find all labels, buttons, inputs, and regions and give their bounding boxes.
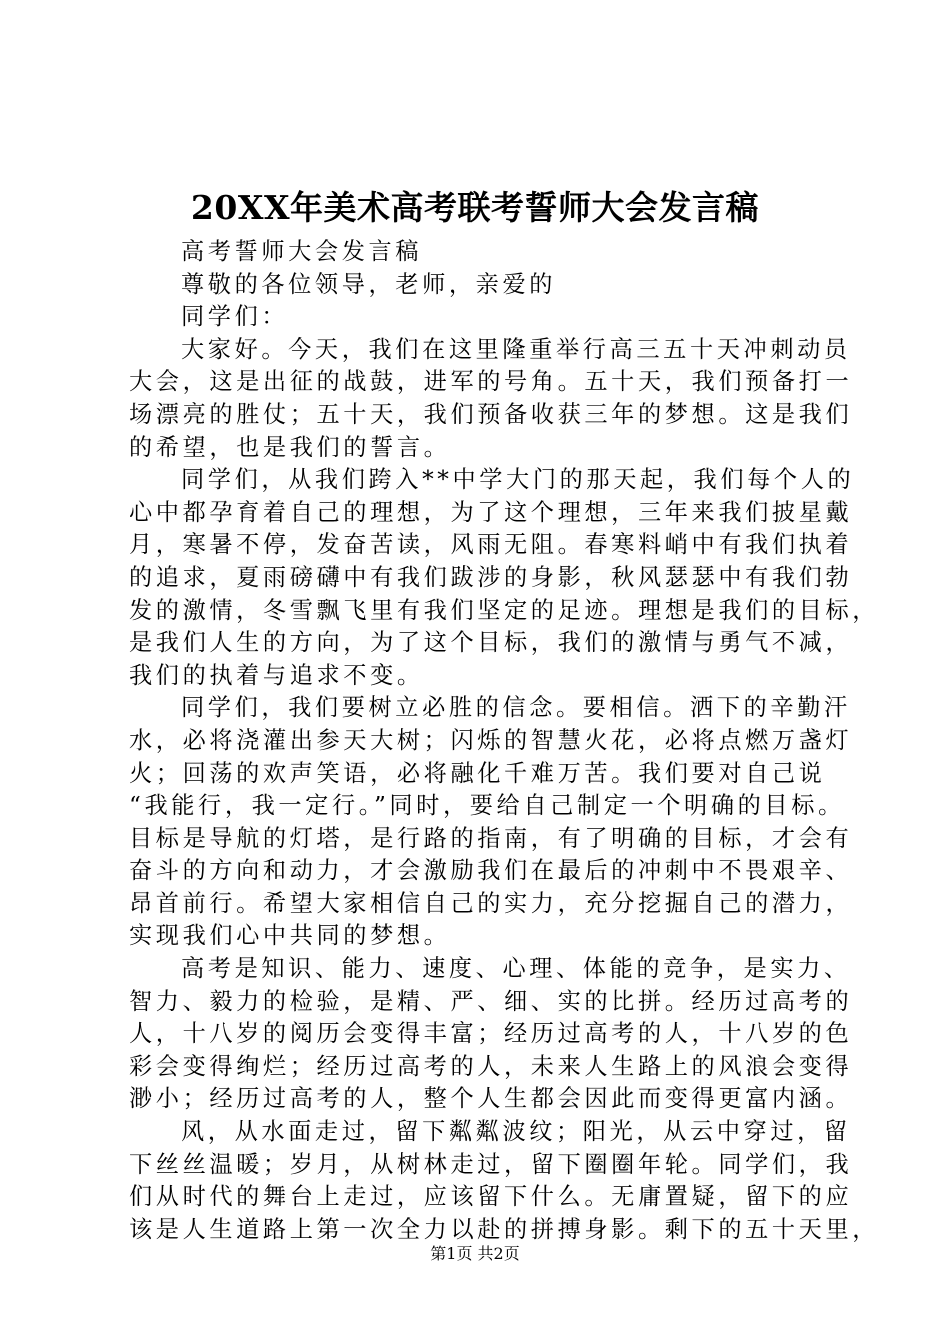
text-line: 的追求，夏雨磅礴中有我们跋涉的身影，秋风瑟瑟中有我们勃 xyxy=(129,563,853,591)
text-line: 同学们： xyxy=(181,303,289,331)
document-title: 20XX年美术高考联考誓师大会发言稿 xyxy=(190,188,760,227)
text-line: 们从时代的舞台上走过，应该留下什么。无庸置疑，留下的应 xyxy=(129,1183,853,1211)
text-line: “我能行，我一定行。”同时，要给自己制定一个明确的目标。 xyxy=(129,792,845,820)
text-line: 智力、毅力的检验，是精、严、细、实的比拼。经历过高考的 xyxy=(129,987,853,1015)
page-footer: 第1页 共2页 xyxy=(430,1244,520,1263)
text-line: 发的激情，冬雪飘飞里有我们坚定的足迹。理想是我们的目标， xyxy=(129,596,880,624)
text-line: 是我们人生的方向，为了这个目标，我们的激情与勇气不减， xyxy=(129,629,853,657)
text-line: 场漂亮的胜仗；五十天，我们预备收获三年的梦想。这是我们 xyxy=(129,400,853,428)
text-line: 高考是知识、能力、速度、心理、体能的竞争，是实力、 xyxy=(181,955,851,983)
text-line: 风，从水面走过，留下粼粼波纹；阳光，从云中穿过，留 xyxy=(181,1118,851,1146)
text-line: 下丝丝温暖；岁月，从树林走过，留下圈圈年轮。同学们，我 xyxy=(129,1150,853,1178)
text-line: 心中都孕育着自己的理想，为了这个理想，三年来我们披星戴 xyxy=(129,498,853,526)
text-line: 实现我们心中共同的梦想。 xyxy=(129,922,451,950)
text-line: 该是人生道路上第一次全力以赴的拼搏身影。剩下的五十天里， xyxy=(129,1215,880,1243)
text-line: 同学们，从我们跨入**中学大门的那天起，我们每个人的 xyxy=(181,466,855,494)
text-line: 同学们，我们要树立必胜的信念。要相信。洒下的辛勤汗 xyxy=(181,694,851,722)
text-line: 水，必将浇灌出参天大树；闪烁的智慧火花，必将点燃万盏灯 xyxy=(129,726,853,754)
text-line: 彩会变得绚烂；经历过高考的人，未来人生路上的风浪会变得 xyxy=(129,1052,853,1080)
text-line: 奋斗的方向和动力，才会激励我们在最后的冲刺中不畏艰辛、 xyxy=(129,857,853,885)
text-line: 火；回荡的欢声笑语，必将融化千难万苦。我们要对自己说 xyxy=(129,759,826,787)
text-line: 昂首前行。希望大家相信自己的实力，充分挖掘自己的潜力， xyxy=(129,889,853,917)
text-line: 大会，这是出征的战鼓，进军的号角。五十天，我们预备打一 xyxy=(129,368,853,396)
text-line: 目标是导航的灯塔，是行路的指南，有了明确的目标，才会有 xyxy=(129,824,853,852)
text-line: 高考誓师大会发言稿 xyxy=(181,238,423,265)
text-line: 的希望，也是我们的誓言。 xyxy=(129,433,451,461)
text-line: 尊敬的各位领导，老师，亲爱的 xyxy=(181,270,557,298)
text-line: 人，十八岁的阅历会变得丰富；经历过高考的人，十八岁的色 xyxy=(129,1020,853,1048)
document-body xyxy=(129,236,880,1246)
text-line: 渺小；经历过高考的人，整个人生都会因此而变得更富内涵。 xyxy=(129,1085,853,1113)
text-line: 大家好。今天，我们在这里隆重举行高三五十天冲刺动员 xyxy=(181,335,851,363)
text-line: 我们的执着与追求不变。 xyxy=(129,661,424,689)
text-line: 月，寒暑不停，发奋苦读，风雨无阻。春寒料峭中有我们执着 xyxy=(129,531,853,559)
